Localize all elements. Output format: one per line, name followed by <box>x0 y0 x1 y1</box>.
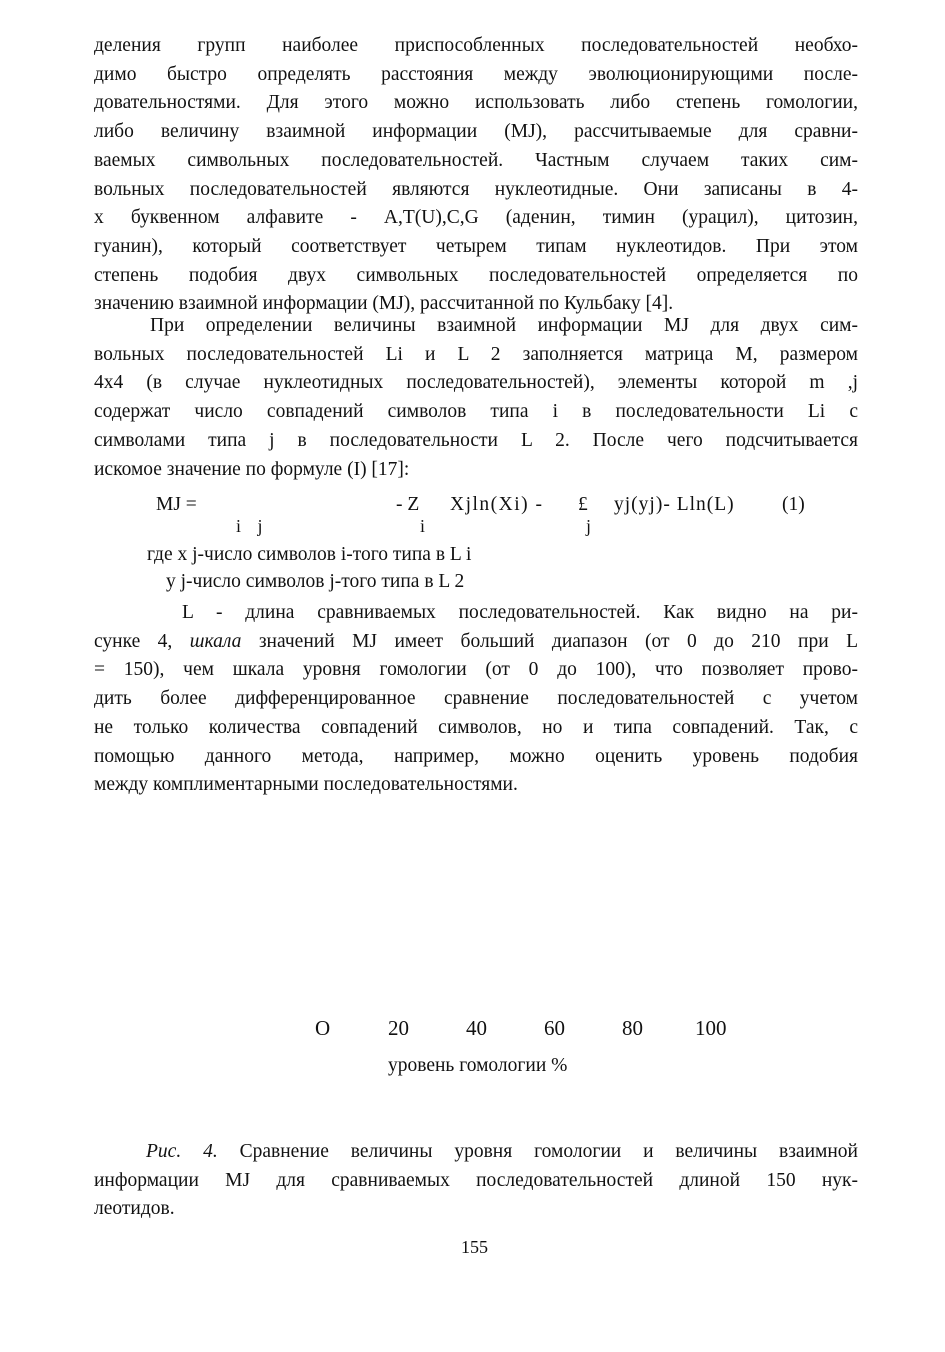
text-line: степень подобия двух символьных последовательностей определяется по <box>94 264 858 286</box>
caption-line <box>94 1138 858 1167</box>
x-tick-label: 60 <box>544 1016 565 1040</box>
text-fragment: значений MJ имеет больший диапазон (от 0 до 210 при L <box>241 630 859 652</box>
text-line: довательностями. Для этого можно использовать либо степень гомологии, <box>94 92 858 114</box>
formula-lhs: MJ = <box>156 494 197 515</box>
text-line: димо быстро определять расстояния между эволюционирующими после- <box>94 63 858 85</box>
formula-subscript: i <box>420 516 426 536</box>
x-tick-label: 100 <box>695 1016 727 1040</box>
x-tick-label: 80 <box>622 1016 643 1040</box>
text-line: помощью данного метода, например, можно оценить уровень подобия <box>94 745 858 767</box>
caption-line: информации MJ для сравниваемых последовательностей длиной 150 нук- <box>94 1169 858 1191</box>
caption-label: Рис. 4. <box>146 1141 218 1162</box>
text-line: 4x4 (в случае нуклеотидных последовательностей), элементы которой m ,j <box>94 372 858 394</box>
text-line: вольных последовательностей являются нуклеотидные. Они записаны в 4- <box>94 178 858 200</box>
text-line: L - длина сравниваемых последовательностей. Как видно на ри- <box>182 602 858 623</box>
text-line: значению взаимной информации (MJ), рассчитанной по Кульбаку [4]. <box>94 293 674 315</box>
formula-subscript: i j <box>236 516 269 536</box>
formula-term: - Z <box>396 494 420 515</box>
text-line <box>94 628 858 657</box>
caption-text: Сравнение величины уровня гомологии и величины взаимной <box>217 1141 858 1162</box>
text-line: содержат число совпадений символов типа i в последовательности Li с <box>94 401 858 423</box>
text-line: = 150), чем шкала уровня гомологии (от 0 до 100), что позволяет прово- <box>94 659 858 681</box>
formula-term: yj(yj)- Lln(L) <box>614 494 735 515</box>
formula-number: (1) <box>782 494 805 515</box>
page-number: 155 <box>461 1237 488 1257</box>
x-axis-label: уровень гомологии % <box>388 1055 568 1076</box>
definition-line: y j-число символов j-того типа в L 2 <box>166 571 465 592</box>
text-line: не только количества совпадений символов, но и типа совпадений. Так, с <box>94 716 858 738</box>
text-line: гуанин), который соответствует четырем типам нуклеотидов. При этом <box>94 235 858 257</box>
text-line: либо величину взаимной информации (MJ), рассчитываемые для сравни- <box>94 121 858 143</box>
paragraph-3 <box>94 599 858 800</box>
text-line: При определении величины взаимной информации MJ для двух сим- <box>150 315 858 336</box>
x-tick-label: O <box>315 1016 331 1040</box>
text-line: деления групп наиболее приспособленных последовательностей необхо- <box>94 35 858 56</box>
text-fragment: сунке 4, <box>94 630 190 652</box>
formula-term: £ <box>578 494 588 515</box>
paragraph-2 <box>94 312 858 484</box>
text-line: символами типа j в последовательности L 2. После чего подсчитывается <box>94 429 858 451</box>
formula-subscript: j <box>586 516 592 536</box>
text-line: х буквенном алфавите - A,T(U),C,G (аденин, тимин (урацил), цитозин, <box>94 207 858 229</box>
caption-line: леотидов. <box>94 1198 175 1220</box>
figure-caption <box>94 1138 858 1224</box>
text-line: вольных последовательностей Li и L 2 заполняется матрица М, размером <box>94 343 858 365</box>
x-tick-label: 40 <box>466 1016 487 1040</box>
italic-word: шкала <box>189 630 242 652</box>
text-line: ваемых символьных последовательностей. Частным случаем таких сим- <box>94 149 858 171</box>
paragraph-1 <box>94 32 858 319</box>
text-line: между комплиментарными последовательностями. <box>94 774 518 796</box>
text-line: дить более дифференцированное сравнение последовательностей с учетом <box>94 688 858 710</box>
definition-line: где x j-число символов i-того типа в L i <box>147 544 472 565</box>
text-line: искомое значение по формуле (I) [17]: <box>94 458 410 480</box>
formula-term: Xjln(Xi) - <box>450 494 544 515</box>
x-tick-label: 20 <box>388 1016 409 1040</box>
